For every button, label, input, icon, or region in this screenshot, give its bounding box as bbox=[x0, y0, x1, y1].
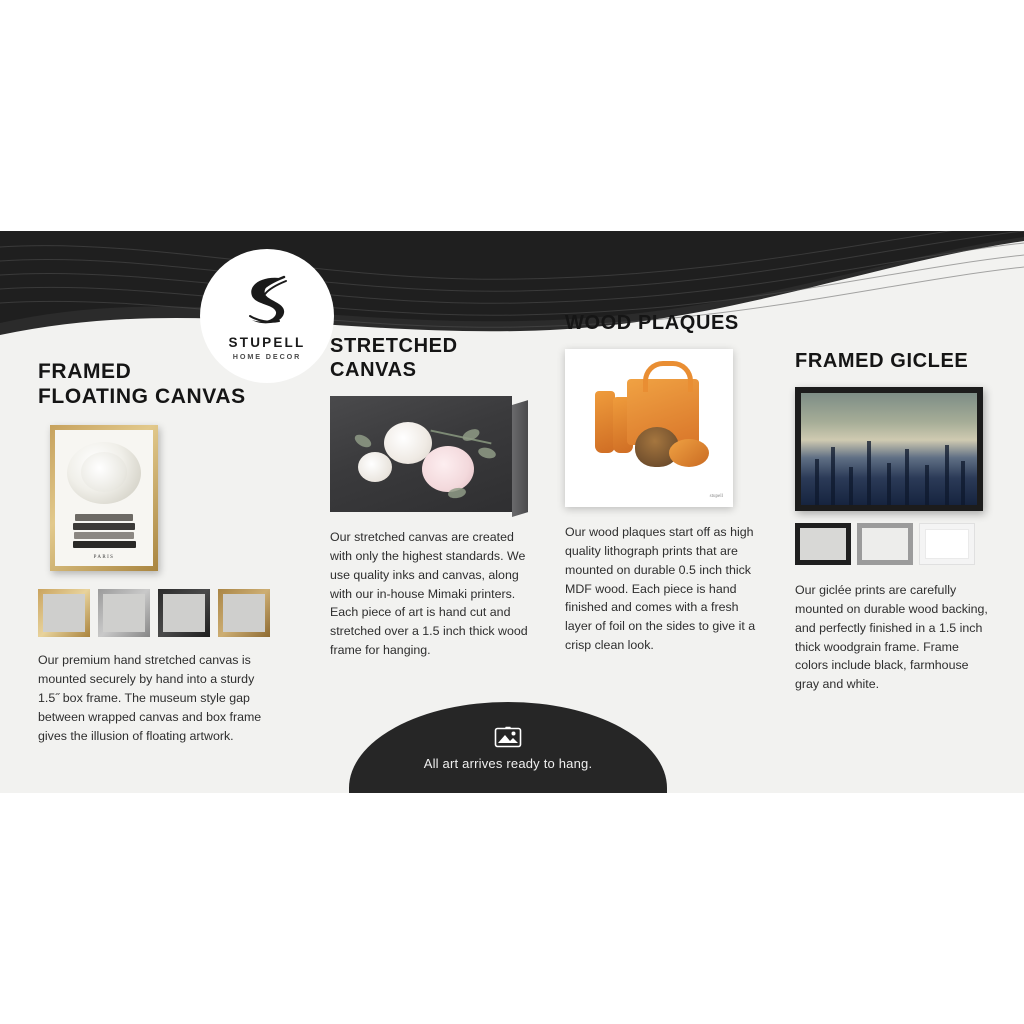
artwork-stretched-canvas bbox=[330, 396, 528, 512]
section-body-stretched-canvas: Our stretched canvas are created with only the highest standards. We use quality inks and canvas, along with our in-house Mimaki printers. Each piece of art is hand cut and stretched over a 1.5 inch thick wood frame for hanging. bbox=[330, 530, 528, 658]
section-body-framed-giclee: Our giclée prints are carefully mounted on durable wood backing, and perfectly finished in a 1.5 inch thick woodgrain frame. Frame colors include black, farmhouse gray and white. bbox=[795, 583, 988, 692]
artwork-label: PARIS bbox=[93, 555, 115, 561]
section-title-line2: FLOATING CANVAS bbox=[38, 385, 246, 409]
swatch-gold[interactable] bbox=[38, 589, 90, 637]
section-stretched-canvas bbox=[330, 334, 535, 660]
flower-pink bbox=[422, 446, 474, 492]
swatch-farmhouse-gray[interactable] bbox=[857, 523, 913, 565]
section-body-framed-floating-canvas: Our premium hand stretched canvas is mounted securely by hand into a sturdy 1.5˝ box frame. The museum style gap between wrapped canvas and box frame gives the illusion of floating artwork. bbox=[38, 653, 262, 743]
bouquet-illustration bbox=[67, 442, 141, 504]
section-title-line2: CANVAS bbox=[330, 359, 417, 381]
swatch-woodgrain[interactable] bbox=[218, 589, 270, 637]
footer-band bbox=[349, 702, 667, 793]
section-title-line1: WOOD PLAQUES bbox=[565, 312, 739, 334]
giclee-art-surface bbox=[801, 393, 977, 505]
section-title-line1: FRAMED GICLEE bbox=[795, 350, 969, 372]
scarf-illustration bbox=[669, 439, 709, 467]
swoosh-s-logo-icon bbox=[240, 272, 294, 333]
section-framed-floating-canvas bbox=[38, 359, 288, 746]
section-title-framed-giclee bbox=[795, 349, 995, 373]
swatch-gray[interactable] bbox=[98, 589, 150, 637]
section-title-stretched-canvas bbox=[330, 334, 535, 382]
section-body-wood-plaques: Our wood plaques start off as high quality lithograph prints that are mounted on durable 0.5 inch thick MDF wood. Each piece is hand finished and comes with a fresh layer of foil on the sides to give it a crisp clean look. bbox=[565, 525, 756, 653]
section-title-line1: STRETCHED bbox=[330, 335, 458, 357]
swatch-white[interactable] bbox=[919, 523, 975, 565]
artwork-framed-giclee bbox=[795, 387, 983, 511]
frame-color-swatches-giclee bbox=[795, 523, 995, 565]
section-title-line1: FRAMED bbox=[38, 360, 132, 383]
artwork-signature: stupell bbox=[709, 494, 723, 499]
section-title-framed-floating-canvas bbox=[38, 359, 288, 409]
brand-name: STUPELL bbox=[228, 334, 306, 350]
artwork-framed-floating-canvas bbox=[50, 425, 288, 571]
picture-frame-icon bbox=[349, 724, 667, 750]
section-title-wood-plaques bbox=[565, 311, 765, 335]
section-framed-giclee bbox=[795, 349, 995, 694]
canvas-face-art bbox=[330, 396, 512, 512]
canvas-side-edge bbox=[512, 400, 528, 517]
floating-canvas-frame bbox=[50, 425, 158, 571]
floating-canvas-art bbox=[55, 430, 153, 566]
swatch-black[interactable] bbox=[158, 589, 210, 637]
boot-illustration-left bbox=[595, 391, 615, 453]
book-stack-illustration bbox=[73, 514, 135, 550]
frame-color-swatches-floating bbox=[38, 589, 288, 637]
flower-white-small bbox=[358, 452, 392, 482]
swatch-black[interactable] bbox=[795, 523, 851, 565]
brand-tagline: HOME DECOR bbox=[232, 351, 302, 361]
infographic-panel bbox=[0, 231, 1024, 793]
section-wood-plaques bbox=[565, 311, 765, 655]
footer-text: All art arrives ready to hang. bbox=[423, 756, 593, 771]
artwork-wood-plaque bbox=[565, 349, 733, 507]
